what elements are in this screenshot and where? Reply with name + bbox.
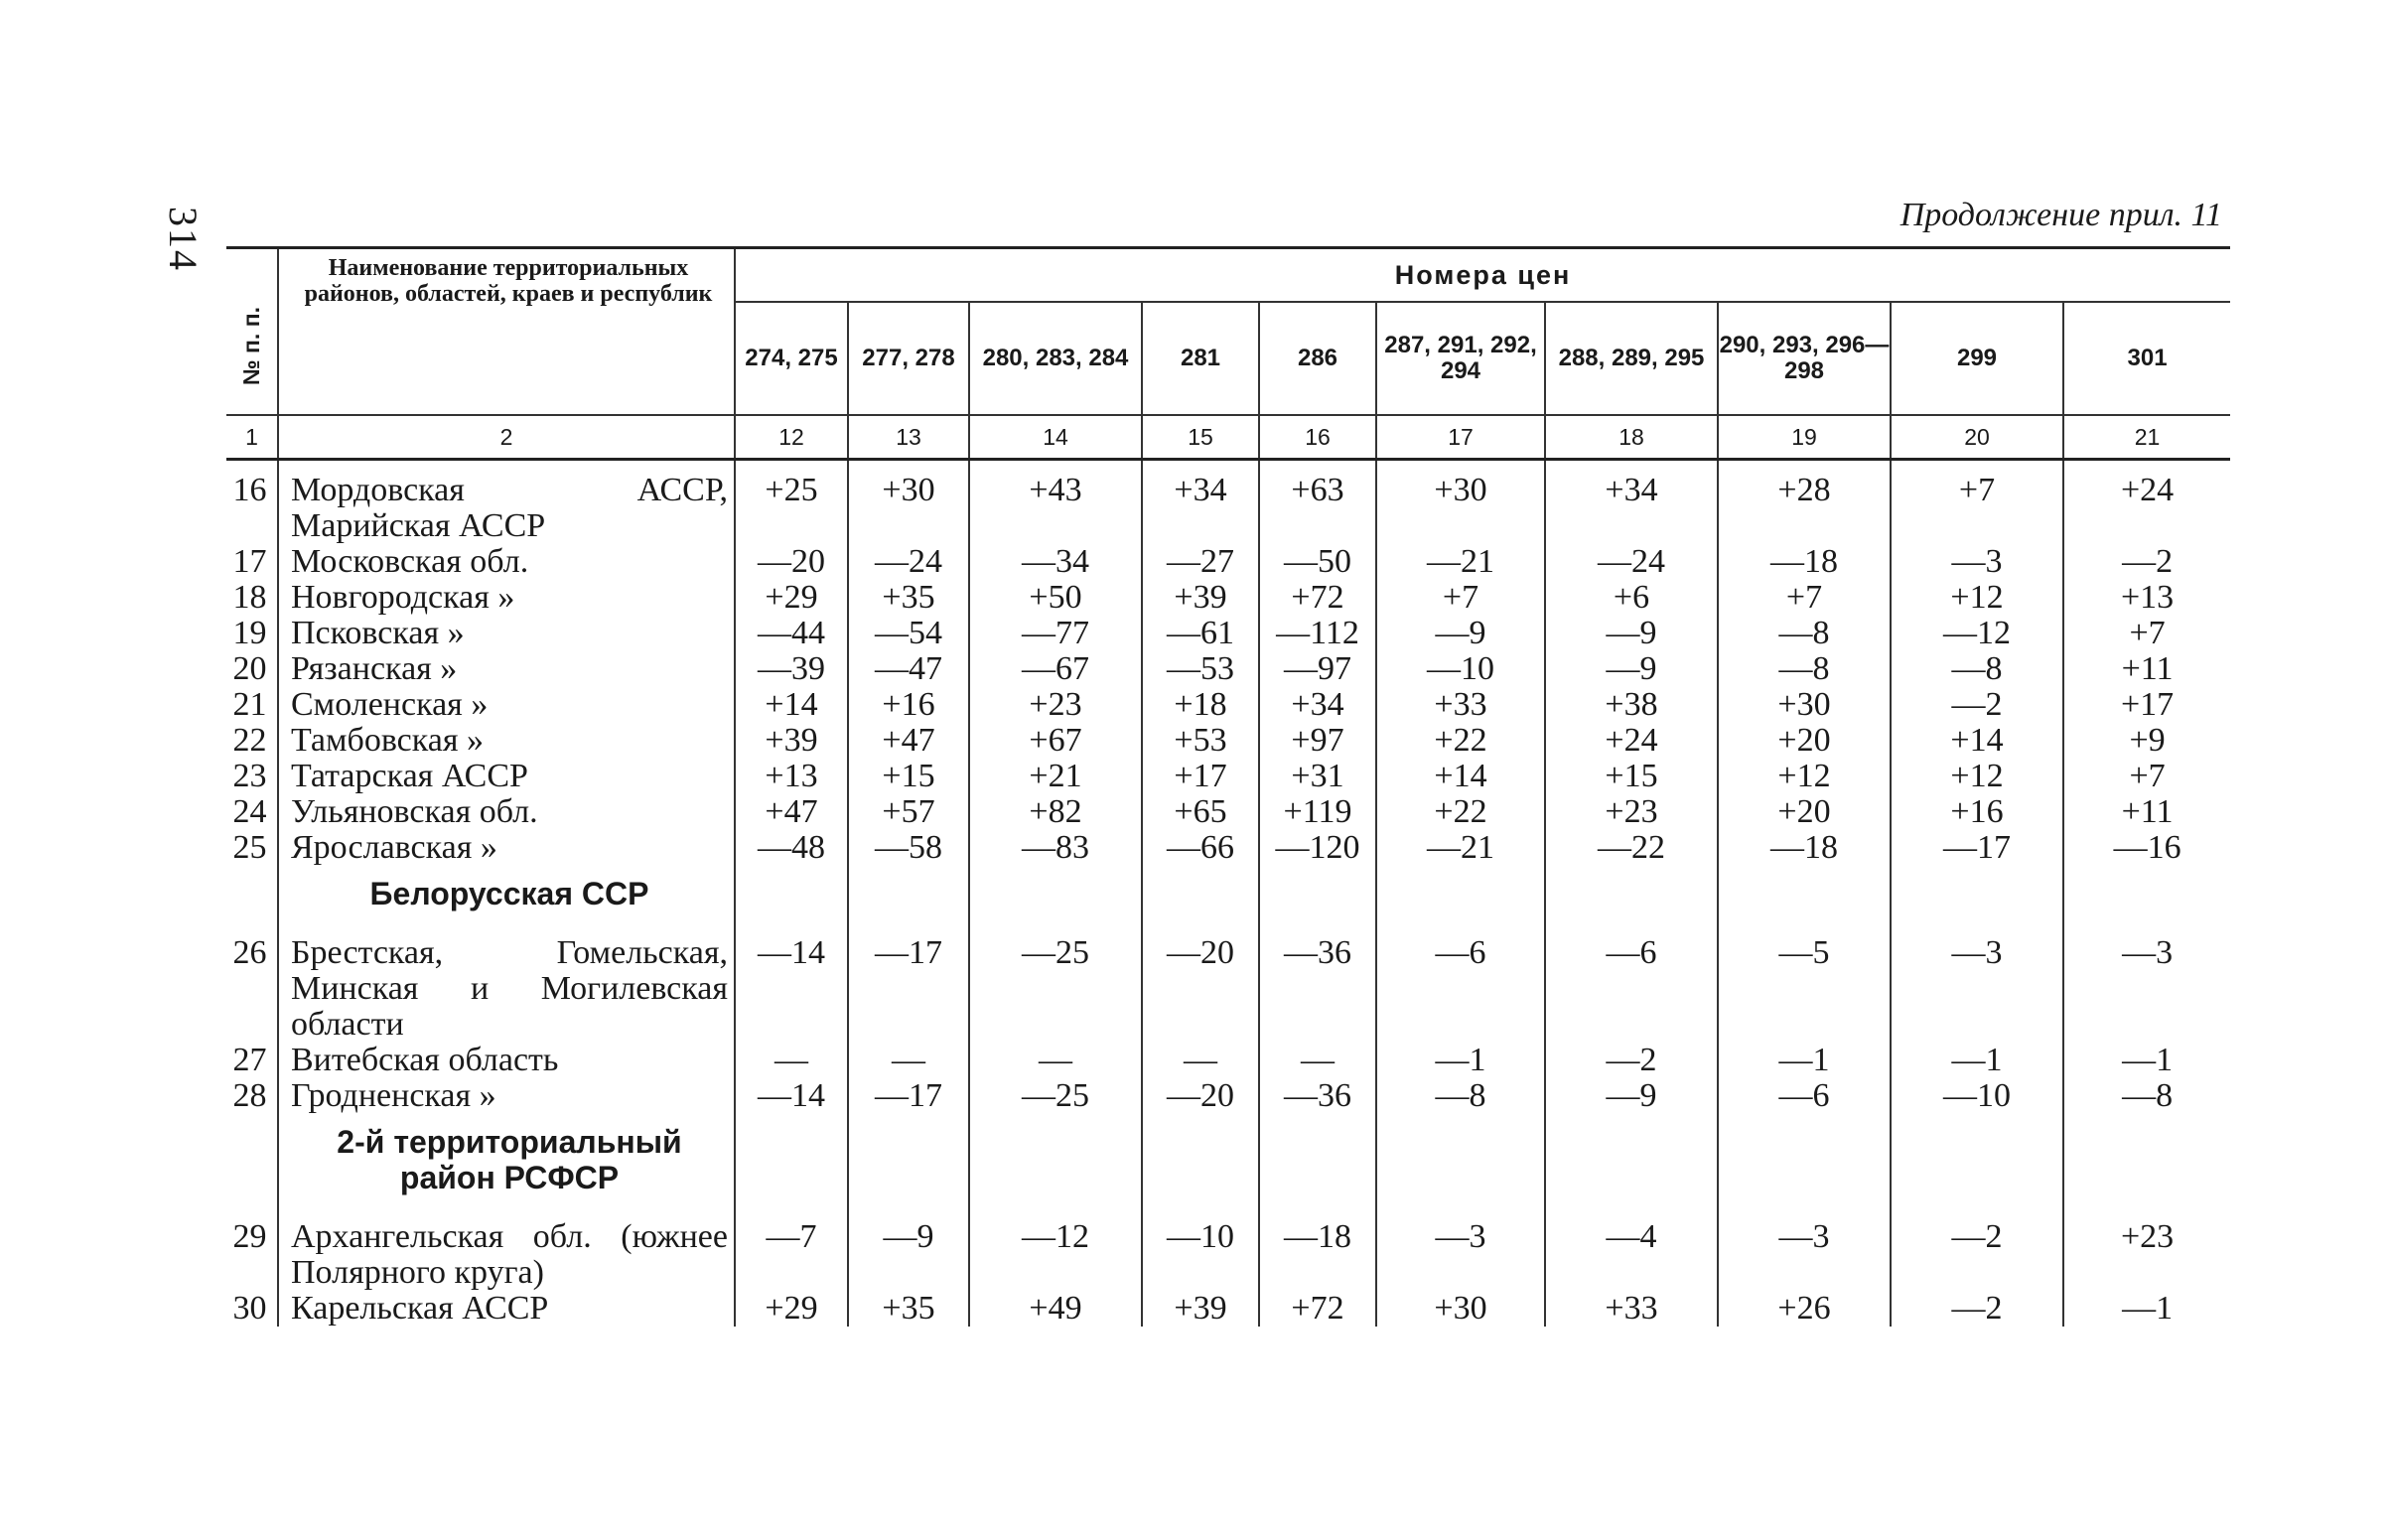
header-price-column: 286 bbox=[1259, 302, 1376, 415]
price-adjustment-value: +7 bbox=[2063, 616, 2230, 651]
row-number: 21 bbox=[232, 686, 267, 723]
price-adjustment-value: —25 bbox=[969, 923, 1142, 1043]
price-adjustment-value: —2 bbox=[2063, 544, 2230, 580]
header-price-column: 290, 293, 296—298 bbox=[1718, 302, 1891, 415]
price-adjustment-value: +82 bbox=[969, 794, 1142, 830]
row-number: 29 bbox=[232, 1218, 267, 1255]
price-adjustment-value: —17 bbox=[848, 923, 969, 1043]
price-adjustment-value: +17 bbox=[2063, 687, 2230, 723]
price-adjustment-value: +63 bbox=[1259, 460, 1376, 545]
region-name: Карельская АССР bbox=[278, 1291, 735, 1327]
table-row bbox=[226, 794, 2230, 830]
price-adjustment-value: —2 bbox=[1891, 1291, 2063, 1327]
price-adjustment-value: —14 bbox=[735, 1078, 848, 1114]
table-row bbox=[226, 651, 2230, 687]
price-adjustment-value: —8 bbox=[1891, 651, 2063, 687]
price-adjustment-value: +16 bbox=[1891, 794, 2063, 830]
row-number: 28 bbox=[232, 1077, 267, 1114]
price-adjustment-value: —1 bbox=[1376, 1043, 1545, 1078]
price-adjustment-value: +12 bbox=[1718, 759, 1891, 794]
header-price-column: 280, 283, 284 bbox=[969, 302, 1142, 415]
price-adjustment-value: —6 bbox=[1545, 923, 1718, 1043]
price-adjustment-value: —17 bbox=[1891, 830, 2063, 866]
section-heading: 2-й территориальный район РСФСР bbox=[278, 1114, 735, 1207]
region-name: Тамбовская » bbox=[278, 723, 735, 759]
price-adjustment-value: +35 bbox=[848, 580, 969, 616]
column-index: 16 bbox=[1259, 415, 1376, 460]
price-adjustment-value: +9 bbox=[2063, 723, 2230, 759]
price-adjustment-value: +11 bbox=[2063, 794, 2230, 830]
price-adjustment-value: —67 bbox=[969, 651, 1142, 687]
price-adjustment-value: +26 bbox=[1718, 1291, 1891, 1327]
table-row bbox=[226, 687, 2230, 723]
price-adjustment-value: +72 bbox=[1259, 580, 1376, 616]
price-adjustment-value: +33 bbox=[1376, 687, 1545, 723]
empty-cell bbox=[1376, 866, 1545, 923]
price-adjustment-value: +23 bbox=[969, 687, 1142, 723]
price-adjustment-value: —97 bbox=[1259, 651, 1376, 687]
row-number: 23 bbox=[232, 758, 267, 794]
price-adjustment-value: +22 bbox=[1376, 794, 1545, 830]
price-adjustment-value: +57 bbox=[848, 794, 969, 830]
region-name: Новгородская » bbox=[278, 580, 735, 616]
price-adjustment-value: +14 bbox=[735, 687, 848, 723]
price-adjustment-value: —77 bbox=[969, 616, 1142, 651]
price-adjustment-value: —25 bbox=[969, 1078, 1142, 1114]
price-adjustment-value: +47 bbox=[735, 794, 848, 830]
price-adjustment-value: — bbox=[1142, 1043, 1259, 1078]
price-adjustment-value: +30 bbox=[1718, 687, 1891, 723]
price-adjustment-value: +21 bbox=[969, 759, 1142, 794]
price-adjustment-value: —21 bbox=[1376, 544, 1545, 580]
price-adjustment-value: —16 bbox=[2063, 830, 2230, 866]
header-price-column: 299 bbox=[1891, 302, 2063, 415]
price-adjustment-value: +20 bbox=[1718, 794, 1891, 830]
price-adjustment-value: +34 bbox=[1259, 687, 1376, 723]
empty-cell bbox=[1376, 1114, 1545, 1207]
price-adjustment-value: —34 bbox=[969, 544, 1142, 580]
region-name: Архангельская обл. (южнее Полярного круга) bbox=[278, 1207, 735, 1291]
region-name: Татарская АССР bbox=[278, 759, 735, 794]
price-adjustment-value: —2 bbox=[1891, 1207, 2063, 1291]
price-adjustment-value: +47 bbox=[848, 723, 969, 759]
table-row bbox=[226, 830, 2230, 866]
header-price-numbers-group: Номера цен bbox=[735, 248, 2230, 303]
price-adjustment-value: —44 bbox=[735, 616, 848, 651]
column-index: 18 bbox=[1545, 415, 1718, 460]
table-row bbox=[226, 723, 2230, 759]
price-adjustment-value: —8 bbox=[2063, 1078, 2230, 1114]
row-number: 24 bbox=[232, 793, 267, 830]
row-number: 20 bbox=[232, 650, 267, 687]
price-adjustment-value: —12 bbox=[969, 1207, 1142, 1291]
column-index: 13 bbox=[848, 415, 969, 460]
table-row bbox=[226, 580, 2230, 616]
price-adjustment-value: —112 bbox=[1259, 616, 1376, 651]
price-adjustment-value: —18 bbox=[1718, 544, 1891, 580]
price-adjustment-value: —2 bbox=[1891, 687, 2063, 723]
price-adjustment-value: +22 bbox=[1376, 723, 1545, 759]
empty-cell bbox=[1545, 1114, 1718, 1207]
table-row bbox=[226, 759, 2230, 794]
price-adjustment-value: +23 bbox=[1545, 794, 1718, 830]
empty-cell bbox=[969, 866, 1142, 923]
row-number: 18 bbox=[232, 579, 267, 616]
price-adjustment-value: —61 bbox=[1142, 616, 1259, 651]
column-index: 15 bbox=[1142, 415, 1259, 460]
price-adjustment-value: +15 bbox=[848, 759, 969, 794]
price-adjustment-value: +65 bbox=[1142, 794, 1259, 830]
price-table bbox=[226, 246, 2230, 1327]
table-body bbox=[226, 460, 2230, 1328]
price-adjustment-value: —1 bbox=[1718, 1043, 1891, 1078]
price-adjustment-value: +24 bbox=[2063, 460, 2230, 545]
region-name: Ярославская » bbox=[278, 830, 735, 866]
column-index: 20 bbox=[1891, 415, 2063, 460]
price-adjustment-value: +11 bbox=[2063, 651, 2230, 687]
empty-cell bbox=[735, 1114, 848, 1207]
section-heading-row bbox=[226, 1114, 2230, 1207]
empty-cell bbox=[848, 866, 969, 923]
row-number: 17 bbox=[232, 543, 267, 580]
price-adjustment-value: +17 bbox=[1142, 759, 1259, 794]
price-adjustment-value: +39 bbox=[1142, 580, 1259, 616]
price-adjustment-value: —39 bbox=[735, 651, 848, 687]
row-number: 16 bbox=[232, 472, 267, 508]
price-adjustment-value: —1 bbox=[2063, 1043, 2230, 1078]
price-adjustment-value: +6 bbox=[1545, 580, 1718, 616]
price-adjustment-value: +18 bbox=[1142, 687, 1259, 723]
price-adjustment-value: —8 bbox=[1376, 1078, 1545, 1114]
price-adjustment-value: +14 bbox=[1376, 759, 1545, 794]
price-adjustment-value: —9 bbox=[1545, 1078, 1718, 1114]
row-number: 30 bbox=[232, 1290, 267, 1327]
price-adjustment-value: —66 bbox=[1142, 830, 1259, 866]
price-adjustment-value: —8 bbox=[1718, 616, 1891, 651]
table-row bbox=[226, 1043, 2230, 1078]
row-number: 19 bbox=[232, 615, 267, 651]
column-index: 17 bbox=[1376, 415, 1545, 460]
header-price-column: 287, 291, 292, 294 bbox=[1376, 302, 1545, 415]
price-adjustment-value: —1 bbox=[1891, 1043, 2063, 1078]
table-row bbox=[226, 616, 2230, 651]
price-adjustment-value: +38 bbox=[1545, 687, 1718, 723]
price-adjustment-value: —83 bbox=[969, 830, 1142, 866]
price-adjustment-value: —5 bbox=[1718, 923, 1891, 1043]
price-adjustment-value: —10 bbox=[1891, 1078, 2063, 1114]
price-adjustment-value: +72 bbox=[1259, 1291, 1376, 1327]
price-adjustment-value: —9 bbox=[1376, 616, 1545, 651]
price-adjustment-value: +39 bbox=[1142, 1291, 1259, 1327]
price-adjustment-value: —47 bbox=[848, 651, 969, 687]
header-number-column bbox=[226, 248, 278, 416]
price-adjustment-value: —14 bbox=[735, 923, 848, 1043]
price-adjustment-value: —120 bbox=[1259, 830, 1376, 866]
price-adjustment-value: —4 bbox=[1545, 1207, 1718, 1291]
empty-cell bbox=[969, 1114, 1142, 1207]
price-adjustment-value: —3 bbox=[1891, 544, 2063, 580]
region-name: Мордовская АССР, Марийская АССР bbox=[278, 460, 735, 545]
price-adjustment-value: +15 bbox=[1545, 759, 1718, 794]
price-adjustment-value: — bbox=[735, 1043, 848, 1078]
region-name: Витебская область bbox=[278, 1043, 735, 1078]
empty-cell bbox=[1259, 866, 1376, 923]
price-adjustment-value: —3 bbox=[2063, 923, 2230, 1043]
price-adjustment-value: +7 bbox=[1891, 460, 2063, 545]
column-index: 19 bbox=[1718, 415, 1891, 460]
row-number bbox=[226, 866, 278, 923]
region-name: Гродненская » bbox=[278, 1078, 735, 1114]
empty-cell bbox=[1891, 866, 2063, 923]
column-index-row bbox=[226, 415, 2230, 460]
row-number: 27 bbox=[232, 1042, 267, 1078]
table-row bbox=[226, 923, 2230, 1043]
continuation-caption: Продолжение прил. 11 bbox=[1899, 197, 2222, 233]
price-adjustment-value: —7 bbox=[735, 1207, 848, 1291]
table-row bbox=[226, 1291, 2230, 1327]
table-header bbox=[226, 248, 2230, 460]
price-adjustment-value: +35 bbox=[848, 1291, 969, 1327]
price-adjustment-value: +23 bbox=[2063, 1207, 2230, 1291]
price-adjustment-value: —1 bbox=[2063, 1291, 2230, 1327]
row-number bbox=[226, 1114, 278, 1207]
region-name: Московская обл. bbox=[278, 544, 735, 580]
price-adjustment-value: —8 bbox=[1718, 651, 1891, 687]
price-adjustment-value: +13 bbox=[2063, 580, 2230, 616]
region-name: Ульяновская обл. bbox=[278, 794, 735, 830]
price-adjustment-value: —21 bbox=[1376, 830, 1545, 866]
price-adjustment-value: —12 bbox=[1891, 616, 2063, 651]
table-row bbox=[226, 1078, 2230, 1114]
price-adjustment-value: +29 bbox=[735, 1291, 848, 1327]
region-name: Рязанская » bbox=[278, 651, 735, 687]
region-name: Псковская » bbox=[278, 616, 735, 651]
price-adjustment-value: —36 bbox=[1259, 923, 1376, 1043]
price-adjustment-value: +28 bbox=[1718, 460, 1891, 545]
region-name: Смоленская » bbox=[278, 687, 735, 723]
price-adjustment-value: —20 bbox=[1142, 923, 1259, 1043]
header-price-column: 274, 275 bbox=[735, 302, 848, 415]
price-adjustment-value: —27 bbox=[1142, 544, 1259, 580]
row-number: 22 bbox=[232, 722, 267, 759]
price-adjustment-value: +31 bbox=[1259, 759, 1376, 794]
price-adjustment-value: +7 bbox=[1376, 580, 1545, 616]
price-adjustment-value: —10 bbox=[1376, 651, 1545, 687]
price-adjustment-value: —3 bbox=[1376, 1207, 1545, 1291]
column-index: 14 bbox=[969, 415, 1142, 460]
price-adjustment-value: +29 bbox=[735, 580, 848, 616]
empty-cell bbox=[2063, 1114, 2230, 1207]
column-index: 2 bbox=[278, 415, 735, 460]
price-adjustment-value: —53 bbox=[1142, 651, 1259, 687]
price-adjustment-value: —20 bbox=[735, 544, 848, 580]
header-price-column: 281 bbox=[1142, 302, 1259, 415]
price-adjustment-value: +34 bbox=[1142, 460, 1259, 545]
empty-cell bbox=[2063, 866, 2230, 923]
price-adjustment-value: +43 bbox=[969, 460, 1142, 545]
price-adjustment-value: —36 bbox=[1259, 1078, 1376, 1114]
price-adjustment-value: +30 bbox=[1376, 460, 1545, 545]
section-heading-row bbox=[226, 866, 2230, 923]
price-adjustment-value: —50 bbox=[1259, 544, 1376, 580]
price-adjustment-value: —24 bbox=[848, 544, 969, 580]
header-price-column: 288, 289, 295 bbox=[1545, 302, 1718, 415]
empty-cell bbox=[1545, 866, 1718, 923]
price-adjustment-value: —6 bbox=[1718, 1078, 1891, 1114]
empty-cell bbox=[1718, 866, 1891, 923]
empty-cell bbox=[1142, 866, 1259, 923]
price-adjustment-value: —48 bbox=[735, 830, 848, 866]
price-adjustment-value: +97 bbox=[1259, 723, 1376, 759]
price-adjustment-value: +30 bbox=[1376, 1291, 1545, 1327]
price-adjustment-value: +12 bbox=[1891, 580, 2063, 616]
price-adjustment-value: —24 bbox=[1545, 544, 1718, 580]
price-adjustment-value: +25 bbox=[735, 460, 848, 545]
price-adjustment-value: +49 bbox=[969, 1291, 1142, 1327]
price-adjustment-value: +20 bbox=[1718, 723, 1891, 759]
price-adjustment-value: —9 bbox=[1545, 651, 1718, 687]
header-price-column: 301 bbox=[2063, 302, 2230, 415]
empty-cell bbox=[1891, 1114, 2063, 1207]
table-row bbox=[226, 544, 2230, 580]
price-adjustment-value: —9 bbox=[848, 1207, 969, 1291]
column-index: 12 bbox=[735, 415, 848, 460]
price-adjustment-value: —54 bbox=[848, 616, 969, 651]
empty-cell bbox=[1718, 1114, 1891, 1207]
empty-cell bbox=[1142, 1114, 1259, 1207]
table-row bbox=[226, 460, 2230, 545]
region-name: Брестская, Гомельская, Минская и Могилевская области bbox=[278, 923, 735, 1043]
price-adjustment-value: —2 bbox=[1545, 1043, 1718, 1078]
table-row bbox=[226, 1207, 2230, 1291]
price-adjustment-value: —9 bbox=[1545, 616, 1718, 651]
price-adjustment-value: +30 bbox=[848, 460, 969, 545]
empty-cell bbox=[1259, 1114, 1376, 1207]
price-adjustment-value: +119 bbox=[1259, 794, 1376, 830]
price-adjustment-value: +50 bbox=[969, 580, 1142, 616]
price-adjustment-value: +24 bbox=[1545, 723, 1718, 759]
price-adjustment-value: +16 bbox=[848, 687, 969, 723]
price-adjustment-value: +13 bbox=[735, 759, 848, 794]
price-adjustment-value: —18 bbox=[1259, 1207, 1376, 1291]
page-number: 314 bbox=[161, 207, 206, 272]
section-heading: Белорусская ССР bbox=[278, 866, 735, 923]
column-index: 1 bbox=[226, 415, 278, 460]
price-adjustment-value: — bbox=[848, 1043, 969, 1078]
price-adjustment-value: —58 bbox=[848, 830, 969, 866]
price-adjustment-value: —17 bbox=[848, 1078, 969, 1114]
price-adjustment-value: +14 bbox=[1891, 723, 2063, 759]
column-index: 21 bbox=[2063, 415, 2230, 460]
price-adjustment-value: — bbox=[1259, 1043, 1376, 1078]
row-number: 26 bbox=[232, 934, 267, 971]
header-number-label: № п. п. bbox=[237, 307, 264, 385]
price-adjustment-value: +67 bbox=[969, 723, 1142, 759]
price-adjustment-value: —3 bbox=[1891, 923, 2063, 1043]
price-adjustment-value: —3 bbox=[1718, 1207, 1891, 1291]
empty-cell bbox=[735, 866, 848, 923]
price-adjustment-value: —18 bbox=[1718, 830, 1891, 866]
price-adjustment-value: +53 bbox=[1142, 723, 1259, 759]
price-adjustment-value: +7 bbox=[1718, 580, 1891, 616]
price-adjustment-value: —10 bbox=[1142, 1207, 1259, 1291]
price-adjustment-value: —22 bbox=[1545, 830, 1718, 866]
price-adjustment-value: +7 bbox=[2063, 759, 2230, 794]
empty-cell bbox=[848, 1114, 969, 1207]
price-adjustment-value: —20 bbox=[1142, 1078, 1259, 1114]
row-number: 25 bbox=[232, 829, 267, 866]
price-adjustment-value: +12 bbox=[1891, 759, 2063, 794]
price-adjustment-value: +39 bbox=[735, 723, 848, 759]
price-adjustment-value: +33 bbox=[1545, 1291, 1718, 1327]
price-adjustment-value: —6 bbox=[1376, 923, 1545, 1043]
header-name-column: Наименование территориальных районов, областей, краев и республик bbox=[278, 248, 735, 416]
price-adjustment-value: +34 bbox=[1545, 460, 1718, 545]
header-price-column: 277, 278 bbox=[848, 302, 969, 415]
price-adjustment-value: — bbox=[969, 1043, 1142, 1078]
